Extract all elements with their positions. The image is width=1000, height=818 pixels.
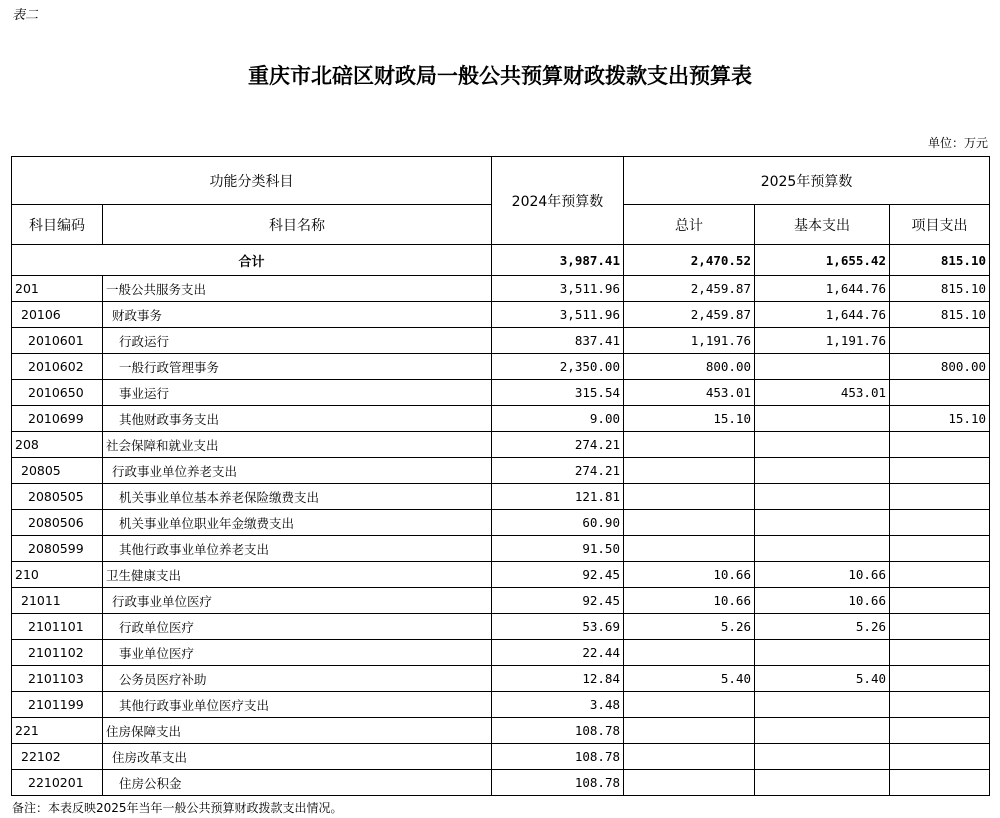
cell-2025-basic: 1,644.76: [755, 302, 890, 328]
cell-code: 201: [12, 276, 103, 302]
cell-code: 2010601: [12, 328, 103, 354]
table-row: [12, 588, 990, 614]
cell-2025-basic: 5.26: [755, 614, 890, 640]
cell-budget-2024: 92.45: [492, 588, 624, 614]
cell-2025-total: 5.26: [624, 614, 755, 640]
table-row: [12, 510, 990, 536]
header-budget-2025: 2025年预算数: [624, 157, 990, 205]
cell-code: 210: [12, 562, 103, 588]
total-2025-basic: 1,655.42: [755, 245, 890, 276]
cell-2025-total: [624, 770, 755, 796]
cell-2025-basic: [755, 640, 890, 666]
cell-2025-basic: [755, 458, 890, 484]
table-row: [12, 328, 990, 354]
cell-2025-project: [890, 692, 990, 718]
cell-2025-project: [890, 380, 990, 406]
table-row: [12, 640, 990, 666]
cell-budget-2024: 274.21: [492, 458, 624, 484]
cell-2025-total: [624, 432, 755, 458]
cell-code: 2010602: [12, 354, 103, 380]
cell-code: 2080599: [12, 536, 103, 562]
cell-2025-project: [890, 432, 990, 458]
cell-budget-2024: 121.81: [492, 484, 624, 510]
cell-2025-total: [624, 484, 755, 510]
cell-2025-total: [624, 718, 755, 744]
cell-code: 22102: [12, 744, 103, 770]
cell-code: 2010650: [12, 380, 103, 406]
table-row: [12, 614, 990, 640]
table-row: [12, 380, 990, 406]
cell-2025-total: [624, 744, 755, 770]
cell-2025-basic: [755, 744, 890, 770]
cell-2025-basic: 5.40: [755, 666, 890, 692]
cell-budget-2024: 274.21: [492, 432, 624, 458]
header-code: 科目编码: [12, 205, 103, 245]
cell-2025-project: [890, 484, 990, 510]
cell-2025-basic: 1,191.76: [755, 328, 890, 354]
cell-code: 2080506: [12, 510, 103, 536]
table-row: [12, 770, 990, 796]
cell-2025-total: 15.10: [624, 406, 755, 432]
table-row: [12, 562, 990, 588]
budget-table: [11, 156, 990, 796]
cell-2025-project: [890, 614, 990, 640]
cell-2025-project: [890, 666, 990, 692]
cell-2025-project: 800.00: [890, 354, 990, 380]
header-total: 总计: [624, 205, 755, 245]
cell-2025-basic: [755, 718, 890, 744]
cell-budget-2024: 837.41: [492, 328, 624, 354]
page-title: 重庆市北碚区财政局一般公共预算财政拨款支出预算表: [248, 63, 752, 88]
cell-2025-basic: 10.66: [755, 588, 890, 614]
cell-2025-total: [624, 640, 755, 666]
cell-2025-total: [624, 692, 755, 718]
cell-name: 卫生健康支出: [103, 562, 492, 588]
cell-2025-basic: [755, 354, 890, 380]
cell-name: 住房改革支出: [103, 744, 492, 770]
cell-code: 20106: [12, 302, 103, 328]
cell-2025-project: [890, 770, 990, 796]
header-project: 项目支出: [890, 205, 990, 245]
cell-2025-basic: [755, 484, 890, 510]
table-row: [12, 432, 990, 458]
document-label: 表二: [12, 8, 39, 23]
cell-code: 21011: [12, 588, 103, 614]
cell-name: 行政事业单位医疗: [103, 588, 492, 614]
cell-2025-basic: [755, 692, 890, 718]
cell-budget-2024: 108.78: [492, 770, 624, 796]
cell-2025-basic: 1,644.76: [755, 276, 890, 302]
cell-2025-project: [890, 744, 990, 770]
unit-label: 单位：万元: [927, 136, 988, 150]
cell-2025-basic: [755, 770, 890, 796]
cell-name: 一般行政管理事务: [103, 354, 492, 380]
cell-2025-total: 2,459.87: [624, 276, 755, 302]
table-row: [12, 718, 990, 744]
cell-budget-2024: 91.50: [492, 536, 624, 562]
cell-2025-basic: [755, 406, 890, 432]
cell-name: 其他行政事业单位养老支出: [103, 536, 492, 562]
cell-code: 2101199: [12, 692, 103, 718]
cell-name: 机关事业单位职业年金缴费支出: [103, 510, 492, 536]
cell-2025-project: [890, 588, 990, 614]
table-row: [12, 692, 990, 718]
cell-2025-total: 1,191.76: [624, 328, 755, 354]
cell-budget-2024: 9.00: [492, 406, 624, 432]
header-name: 科目名称: [103, 205, 492, 245]
table-row: [12, 536, 990, 562]
cell-code: 2101103: [12, 666, 103, 692]
cell-code: 20805: [12, 458, 103, 484]
cell-2025-total: [624, 510, 755, 536]
cell-2025-project: [890, 510, 990, 536]
cell-2025-basic: 453.01: [755, 380, 890, 406]
table-row: [12, 484, 990, 510]
total-label: 合计: [12, 245, 492, 276]
cell-2025-total: 2,459.87: [624, 302, 755, 328]
footnote: 备注：本表反映2025年当年一般公共预算财政拨款支出情况。: [12, 801, 343, 815]
cell-name: 财政事务: [103, 302, 492, 328]
cell-budget-2024: 108.78: [492, 744, 624, 770]
cell-budget-2024: 3.48: [492, 692, 624, 718]
cell-name: 事业单位医疗: [103, 640, 492, 666]
cell-2025-project: 15.10: [890, 406, 990, 432]
cell-code: 2210201: [12, 770, 103, 796]
cell-budget-2024: 3,511.96: [492, 302, 624, 328]
total-budget-2024: 3,987.41: [492, 245, 624, 276]
cell-budget-2024: 92.45: [492, 562, 624, 588]
cell-2025-basic: 10.66: [755, 562, 890, 588]
table-body: [12, 245, 990, 796]
cell-budget-2024: 2,350.00: [492, 354, 624, 380]
cell-code: 2101101: [12, 614, 103, 640]
cell-2025-total: 453.01: [624, 380, 755, 406]
cell-code: 208: [12, 432, 103, 458]
total-2025-total: 2,470.52: [624, 245, 755, 276]
cell-2025-total: 10.66: [624, 562, 755, 588]
total-row: [12, 245, 990, 276]
cell-code: 2080505: [12, 484, 103, 510]
table-row: [12, 458, 990, 484]
header-functional-category: 功能分类科目: [12, 157, 492, 205]
cell-name: 行政单位医疗: [103, 614, 492, 640]
cell-2025-project: [890, 562, 990, 588]
cell-2025-project: 815.10: [890, 302, 990, 328]
cell-name: 机关事业单位基本养老保险缴费支出: [103, 484, 492, 510]
cell-2025-total: 800.00: [624, 354, 755, 380]
cell-name: 社会保障和就业支出: [103, 432, 492, 458]
header-basic: 基本支出: [755, 205, 890, 245]
cell-name: 住房保障支出: [103, 718, 492, 744]
cell-name: 行政事业单位养老支出: [103, 458, 492, 484]
cell-name: 事业运行: [103, 380, 492, 406]
table-row: [12, 276, 990, 302]
cell-code: 2101102: [12, 640, 103, 666]
cell-2025-total: 10.66: [624, 588, 755, 614]
cell-budget-2024: 108.78: [492, 718, 624, 744]
cell-2025-project: [890, 458, 990, 484]
table-row: [12, 406, 990, 432]
cell-name: 行政运行: [103, 328, 492, 354]
table-row: [12, 666, 990, 692]
cell-2025-total: [624, 458, 755, 484]
cell-2025-total: [624, 536, 755, 562]
cell-2025-basic: [755, 432, 890, 458]
table-row: [12, 302, 990, 328]
cell-budget-2024: 53.69: [492, 614, 624, 640]
cell-2025-project: [890, 328, 990, 354]
cell-budget-2024: 22.44: [492, 640, 624, 666]
cell-name: 其他财政事务支出: [103, 406, 492, 432]
cell-code: 221: [12, 718, 103, 744]
cell-2025-total: 5.40: [624, 666, 755, 692]
cell-budget-2024: 315.54: [492, 380, 624, 406]
cell-code: 2010699: [12, 406, 103, 432]
cell-name: 住房公积金: [103, 770, 492, 796]
cell-budget-2024: 3,511.96: [492, 276, 624, 302]
cell-2025-project: [890, 718, 990, 744]
cell-2025-basic: [755, 536, 890, 562]
cell-budget-2024: 60.90: [492, 510, 624, 536]
cell-budget-2024: 12.84: [492, 666, 624, 692]
cell-2025-project: [890, 536, 990, 562]
cell-2025-project: [890, 640, 990, 666]
header-budget-2024: 2024年预算数: [492, 157, 624, 245]
cell-name: 一般公共服务支出: [103, 276, 492, 302]
table-row: [12, 744, 990, 770]
cell-2025-basic: [755, 510, 890, 536]
cell-name: 公务员医疗补助: [103, 666, 492, 692]
cell-name: 其他行政事业单位医疗支出: [103, 692, 492, 718]
total-2025-project: 815.10: [890, 245, 990, 276]
cell-2025-project: 815.10: [890, 276, 990, 302]
table-row: [12, 354, 990, 380]
